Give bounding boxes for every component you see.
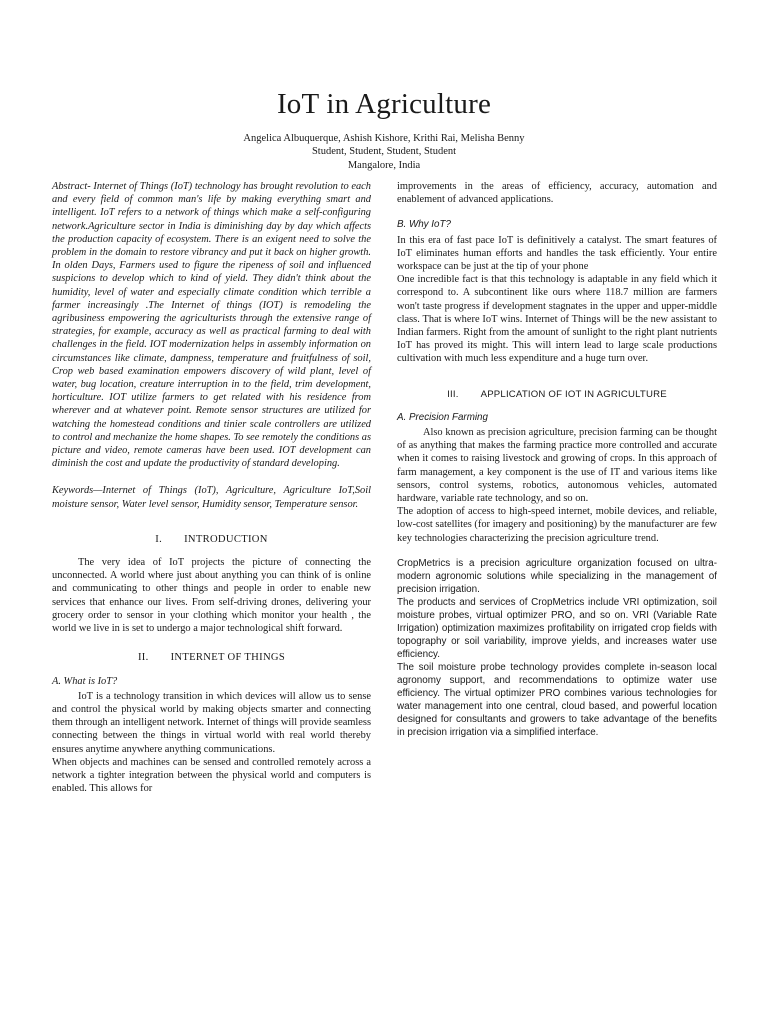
section-heading-application xyxy=(397,388,717,401)
cropmetrics-paragraph-2: The products and services of CropMetrics include VRI optimization, soil moisture probes, virtual optimizer PRO, and so on. VRI (Variable Rate Irrigation) optimization maximizes profitability on irrigated crop fields with topography or soil variability, improve yields, and increases water use efficiency. xyxy=(397,596,717,660)
right-column xyxy=(397,180,717,739)
section-number: I. xyxy=(155,533,163,545)
section-heading-introduction xyxy=(52,533,371,546)
author-block xyxy=(0,132,768,172)
continued-paragraph: improvements in the areas of efficiency, accuracy, automation and enablement of advanced applications. xyxy=(397,181,717,206)
intro-paragraph: The very idea of IoT projects the picture of connecting the unconnected. A world where just about anything you can think of is online and communicating to other things and people in order to enable new services that enhance our lives. From self-driving drones, delivering your grocery order to sensor in your clothing which monitor your health , the world we live in is set to undergo a major technological shift forward. xyxy=(52,557,371,635)
section-title: APPLICATION OF IOT IN AGRICULTURE xyxy=(480,388,667,400)
section-heading-iot xyxy=(52,651,371,664)
author-roles: Student, Student, Student, Student xyxy=(311,146,457,158)
cropmetrics-paragraph-3: The soil moisture probe technology provides complete in-season local agronomy support, and recommendations to optimize water use efficiency. The virtual optimizer PRO combines various technologies for water management into one central, cloud based, and powerful location designed for consultants and growers to take advantage of the benefits in precision irrigation via a simplified interface. xyxy=(397,661,717,738)
keywords-paragraph: Keywords—Internet of Things (IoT), Agriculture, Agriculture IoT,Soil moisture sensor, Water level sensor, Humidity sensor, Temperature sensor. xyxy=(52,485,371,510)
paper-title: IoT in Agriculture xyxy=(276,88,492,120)
left-column xyxy=(52,180,371,795)
section-number: III. xyxy=(447,388,459,400)
why-iot-paragraph-2: One incredible fact is that this technology is adaptable in any field which it correspond to. A subcontinent like ours where 118.7 million are farmers won't taste progress if development stagnates in the upper and upper-middle class. That is where IoT wins. Internet of Things will be the new assistant to Indian farmers. Right from the amount of sunlight to the right plant nutrients IoT has proved its might. This will intern lead to large scale productions cultivation with much less expenditure and a huge turn over. xyxy=(397,274,717,365)
author-names: Angelica Albuquerque, Ashish Kishore, Krithi Rai, Melisha Benny xyxy=(243,133,525,144)
precision-farming-paragraph: Also known as precision agriculture, precision farming can be thought of as anything that makes the farming practice more controlled and accurate when it comes to raising livestock and growing of crops. In this approach of farm management, a key component is the use of IT and various items like sensors, control systems, robotics, autonomous vehicles, automated hardware, variable rate technology, and so on. xyxy=(397,427,717,505)
subheading-precision-farming: A. Precision Farming xyxy=(397,411,488,423)
cropmetrics-paragraph: CropMetrics is a precision agriculture organization focused on ultra-modern agronomic solutions while specializing in the management of precision irrigation. xyxy=(397,557,717,595)
subheading-why-iot: B. Why IoT? xyxy=(397,219,451,231)
section-number: II. xyxy=(137,652,149,664)
precision-farming-paragraph-2: The adoption of access to high-speed internet, mobile devices, and reliable, low-cost satellites (for imagery and positioning) by the manufacturer are few key technologies characterizing the precision agriculture trend. xyxy=(397,506,717,544)
subheading-what-is-iot: A. What is IoT? xyxy=(52,675,118,687)
author-location: Mangalore, India xyxy=(347,159,421,171)
why-iot-paragraph: In this era of fast pace IoT is definitively a catalyst. The smart features of IoT eliminates human efforts and handles the task efficiently. Your entire workspace can be just at the tip of your phone xyxy=(397,234,717,273)
what-is-iot-paragraph: IoT is a technology transition in which devices will allow us to sense and control the physical world by making objects smarter and connecting them through an intelligent network. Internet of things will provide seamless connecting between the things in virtual world with real world thereby ensures anytime anywhere anything communications. xyxy=(52,690,371,755)
section-title: INTRODUCTION xyxy=(184,533,268,545)
abstract-paragraph: Abstract- Internet of Things (IoT) technology has brought revolution to each and every field of common man's life by making everything smart and intelligent. IoT refers to a network of things which make a self-configuring network.Agriculture sector in India is diminishing day by day which affects the production capacity of ecosystem. There is an exigent need to solve the problem in the domain to restore vibrancy and put it back on higher growth. In olden Days, Farmers used to figure the ripeness of soil and influenced suspicions to develop which to kind of yield. They didn't think about the humidity, level of water and especially climate condition which terrible a farmer increasingly .The Internet of things (IOT) is remodeling the agribusiness empowering the agriculturists through the extensive range of strategies, for example, accuracy as well as practical farming to deal with challenges in the field. IOT modernization helps in assembly information on circumstances like climate, dampness, temperature and fruitfulness of soil, Crop web based examination empowers discovery of wild plant, level of water, bug location, creature interruption in to the field, trim development, horticulture. IOT utilize farmers to get related with his residence from wherever and at whatever point. Remote sensor structures are utilized for watching the homestead conditions and tinier scale controllers are utilized to control and mechanize the home shapes. To see remotely the conditions as picture and video, remote cameras have been used. IOT development can diminish the cost and update the productivity of standard developing. xyxy=(52,181,371,470)
what-is-iot-paragraph-2: When objects and machines can be sensed and controlled remotely across a network a tighter integration between the physical world and computers is enabled. This allows for xyxy=(52,756,371,795)
section-title: INTERNET OF THINGS xyxy=(170,652,286,664)
